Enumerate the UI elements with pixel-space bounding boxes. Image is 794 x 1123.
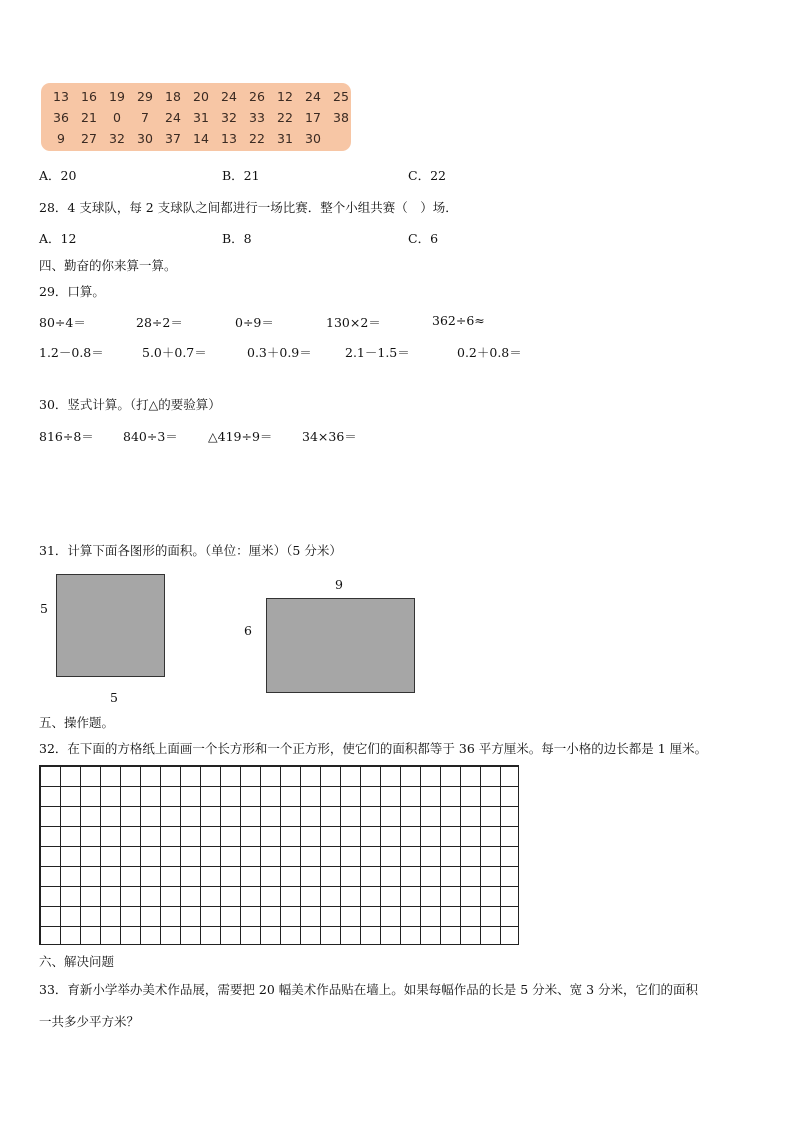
- number-cell: 0: [113, 110, 121, 125]
- section-4-heading: 四、勤奋的你来算一算。: [39, 258, 177, 273]
- number-cell: 24: [165, 110, 181, 125]
- q32-stem: 32．在下面的方格纸上面画一个长方形和一个正方形，使它们的面积都等于 36 平方厘米。每一小格的边长都是 1 厘米。: [39, 741, 708, 756]
- number-row-2: [47, 110, 355, 125]
- q29-item: 130×2＝: [326, 315, 381, 330]
- q29-item: 2.1－1.5＝: [345, 345, 410, 360]
- number-cell: 32: [221, 110, 237, 125]
- section-5-heading: 五、操作题。: [39, 715, 115, 730]
- q27-option-c: C．22: [408, 168, 446, 183]
- number-cell: 19: [109, 89, 125, 104]
- q28-option-a: A．12: [39, 231, 77, 246]
- number-cell: 27: [81, 131, 97, 146]
- number-cell: 16: [81, 89, 97, 104]
- number-cell: 32: [109, 131, 125, 146]
- number-cell: 30: [305, 131, 321, 146]
- square-bottom-label: 5: [110, 690, 118, 705]
- q30-item: 34×36＝: [302, 429, 357, 444]
- number-cell: 30: [137, 131, 153, 146]
- q30-item: △419÷9＝: [208, 429, 273, 444]
- q29-item: 80÷4＝: [39, 315, 86, 330]
- q30-item: 840÷3＝: [123, 429, 178, 444]
- number-cell: 22: [249, 131, 265, 146]
- q33-line-1: 33．育新小学举办美术作品展，需要把 20 幅美术作品贴在墙上。如果每幅作品的长是 5 分米、宽 3 分米，它们的面积: [39, 982, 699, 997]
- square-figure: [56, 574, 165, 677]
- number-cell: 12: [277, 89, 293, 104]
- q29-item: 0.3＋0.9＝: [247, 345, 312, 360]
- square-grid-paper[interactable]: [39, 765, 519, 945]
- number-cell: 33: [249, 110, 265, 125]
- q27-option-a: A．20: [39, 168, 77, 183]
- rect-side-label: 6: [244, 623, 252, 638]
- number-row-3: [47, 131, 327, 146]
- q27-option-b: B．21: [222, 168, 260, 183]
- number-cell: 31: [277, 131, 293, 146]
- q28-option-b: B．8: [222, 231, 252, 246]
- q29-item: 28÷2＝: [136, 315, 183, 330]
- number-cell: 7: [141, 110, 149, 125]
- q29-title: 29．口算。: [39, 284, 105, 299]
- rectangle-figure: [266, 598, 415, 693]
- number-cell: 17: [305, 110, 321, 125]
- number-cell: 24: [221, 89, 237, 104]
- number-cell: 9: [57, 131, 65, 146]
- number-cell: 22: [277, 110, 293, 125]
- q30-title: 30．竖式计算。（打△的要验算）: [39, 397, 221, 412]
- q29-item: 1.2－0.8＝: [39, 345, 104, 360]
- number-cell: 13: [53, 89, 69, 104]
- number-row-1: [47, 89, 355, 104]
- rect-top-label: 9: [335, 577, 343, 592]
- number-cell: 26: [249, 89, 265, 104]
- q29-item: 0÷9＝: [235, 315, 274, 330]
- number-cell: 38: [333, 110, 349, 125]
- square-side-label: 5: [40, 601, 48, 616]
- section-6-heading: 六、解决问题: [39, 954, 115, 969]
- number-cell: 29: [137, 89, 153, 104]
- number-cell: 25: [333, 89, 349, 104]
- q28-stem: 28．4 支球队，每 2 支球队之间都进行一场比赛．整个小组共赛（ ）场．: [39, 200, 458, 215]
- q31-title: 31．计算下面各图形的面积。（单位：厘米）（5 分米）: [39, 543, 342, 558]
- number-cell: 24: [305, 89, 321, 104]
- number-cell: 37: [165, 131, 181, 146]
- number-cell: 18: [165, 89, 181, 104]
- q28-option-c: C．6: [408, 231, 439, 246]
- number-cell: 13: [221, 131, 237, 146]
- q29-item: 0.2＋0.8＝: [457, 345, 522, 360]
- number-table: [41, 83, 351, 151]
- q29-item: 5.0＋0.7＝: [142, 345, 207, 360]
- number-cell: 36: [53, 110, 69, 125]
- number-cell: 31: [193, 110, 209, 125]
- q30-item: 816÷8＝: [39, 429, 94, 444]
- number-cell: 20: [193, 89, 209, 104]
- q33-line-2: 一共多少平方米？: [39, 1014, 140, 1029]
- number-cell: 14: [193, 131, 209, 146]
- number-cell: 21: [81, 110, 97, 125]
- q29-item: 362÷6≈: [432, 313, 485, 328]
